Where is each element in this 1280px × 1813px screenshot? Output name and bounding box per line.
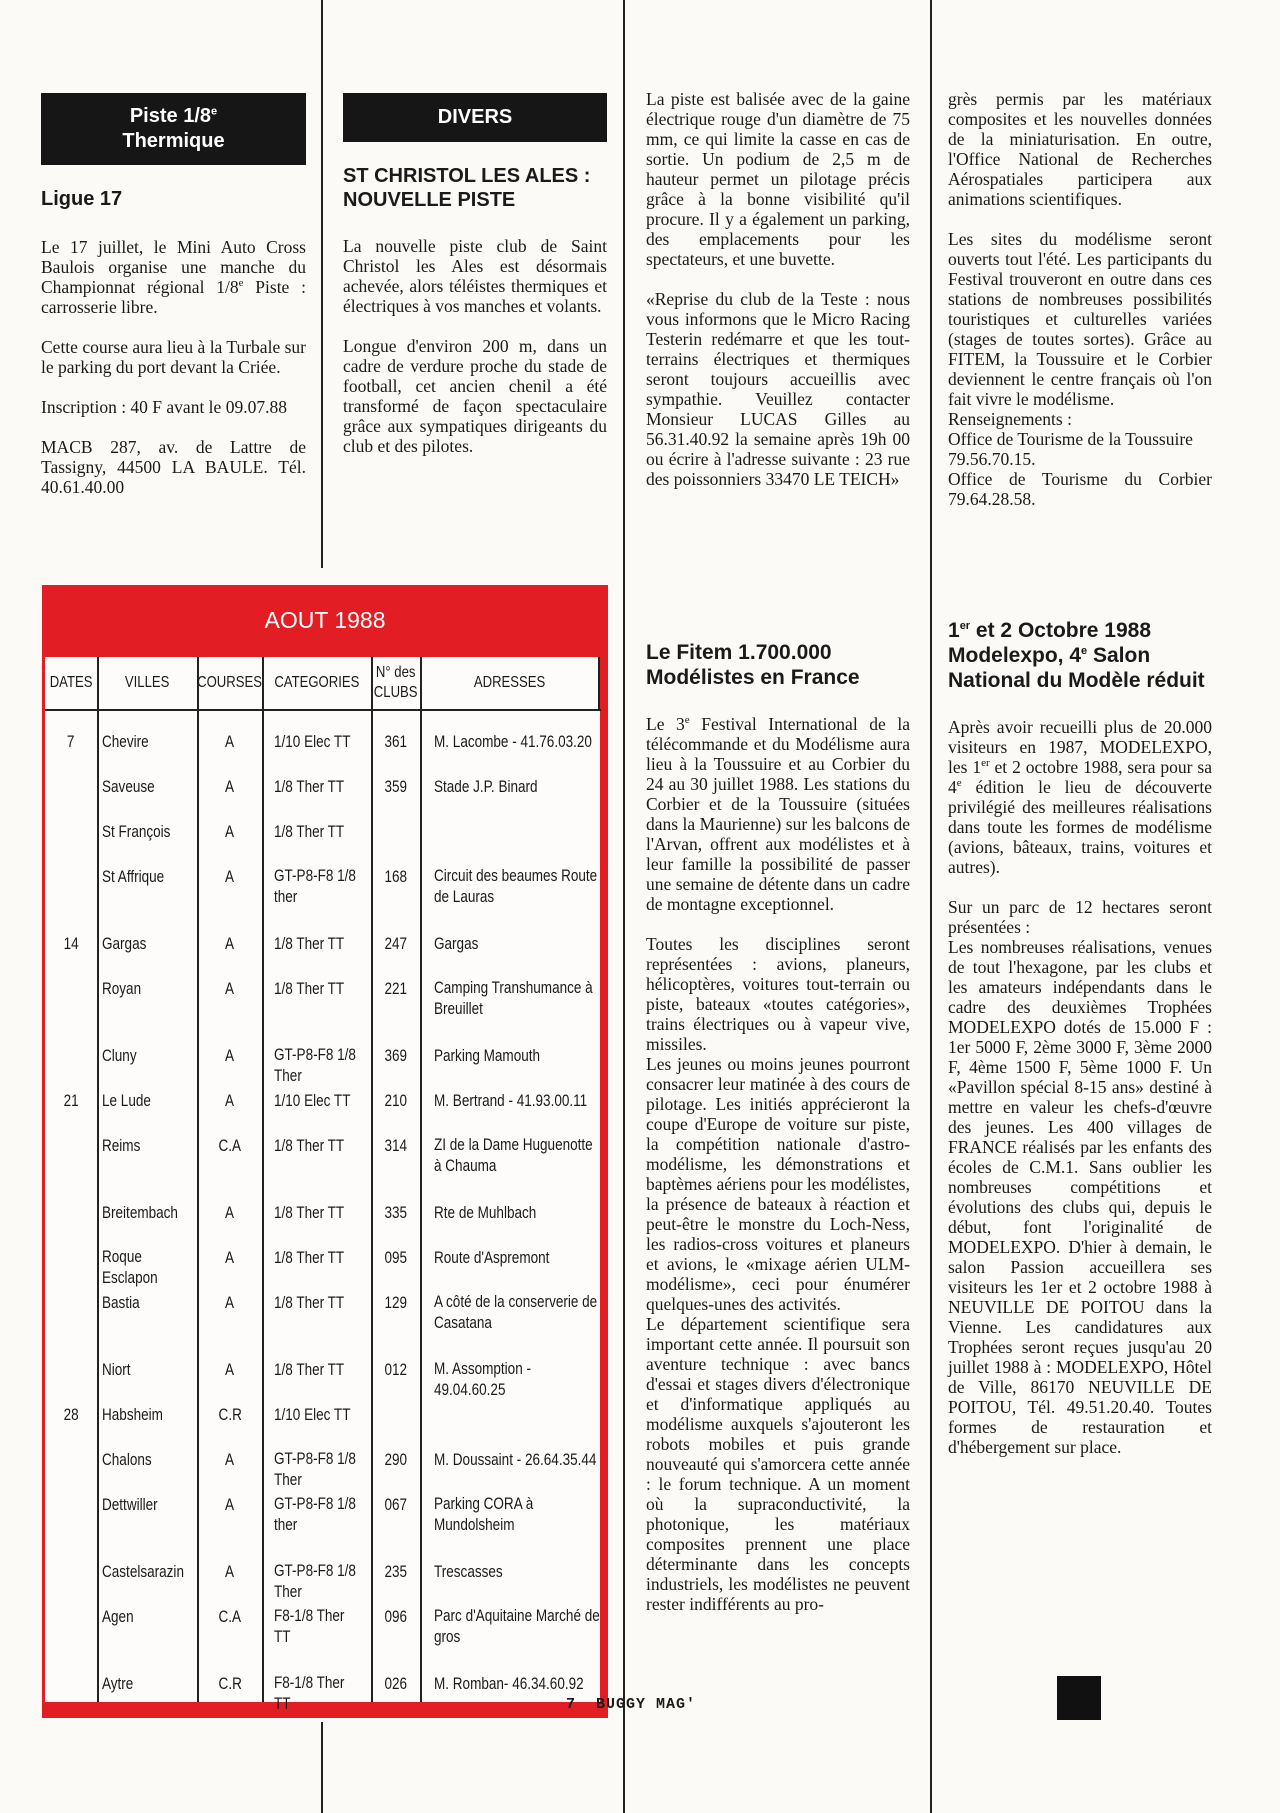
header-categories: CATEGORIES [274, 674, 360, 691]
cell-city: Aytre [102, 1675, 134, 1693]
paragraph: Le 17 juillet, le Mini Auto Cross Baulois organise une manche du Championnat régional 1/8e Piste : carrosserie libre. [41, 237, 306, 317]
cell-category: 1/8 Ther TT [274, 1249, 345, 1267]
cell-city: Cluny [102, 1047, 137, 1065]
cell-address [434, 1404, 604, 1425]
paragraph: Renseignements : [948, 409, 1072, 429]
cell-club [373, 1404, 418, 1425]
table-row [45, 731, 600, 776]
cell-category: F8-1/8 Ther TT [274, 1607, 345, 1646]
cell-course: A [225, 935, 235, 953]
cell-club: 335 [384, 1204, 407, 1222]
cell-date: 28 [63, 1406, 79, 1424]
cell-address: Trescasses [434, 1563, 503, 1581]
cell-club: 095 [384, 1249, 407, 1267]
section-header-piste: Piste 1/8e Thermique [41, 93, 306, 165]
table-row [45, 1359, 600, 1404]
cell-city: Reims [102, 1137, 141, 1155]
table-row [45, 1449, 600, 1494]
cell-club: 026 [384, 1675, 407, 1693]
table-row [45, 1045, 600, 1090]
cell-date [45, 1292, 97, 1313]
table-row [45, 821, 600, 866]
cell-course: C.R [218, 1675, 242, 1693]
cell-date: 14 [63, 935, 79, 953]
paragraph: La piste est balisée avec de la gaine électrique rouge d'un diamètre de 75 mm, ce qui limite la casse en cas de sortie. Un podium de 2,5 m de hauteur permet un pilotage précis grâce à la bonne visibilité qu'il procure. Il y a également un parking, des emplacements pour les spectateurs, et une buvette. [646, 89, 910, 269]
paragraph: Office de Tourisme de la Toussuire [948, 429, 1193, 449]
heading-ligue-17: Ligue 17 [41, 188, 123, 210]
paragraph: MACB 287, av. de Lattre de Tassigny, 44500 LA BAULE. Tél. 40.61.40.00 [41, 437, 306, 497]
cell-date [45, 776, 97, 797]
cell-address: M. Lacombe - 41.76.03.20 [434, 733, 592, 751]
paragraph: La nouvelle piste club de Saint Christol les Ales est désormais achevée, alors téléistes thermiques et électriques à vos manches et volants. [343, 236, 607, 316]
paragraph: Les jeunes ou moins jeunes pourront consacrer leur matinée à des cours de pilotage. Les initiés apprécieront la coupe d'Europe de voiture sur piste, la compétition nationale d'astro-modélisme, les démonstrations et baptèmes aériens pour les modélistes, la présence de bateaux à réaction et peut-être le monstre du Loch-Ness, les radios-cross voitures et planeurs et avions, le «mixage aérien ULM-modélisme», ceci pour énumérer quelques-unes des activités. [646, 1054, 910, 1314]
table-row [45, 933, 600, 978]
cell-date [45, 1359, 97, 1380]
cell-address: M. Assomption - 49.04.60.25 [434, 1360, 532, 1399]
page-footer: 7 BUGGY MAG' [566, 1696, 697, 1713]
cell-club: 369 [384, 1047, 407, 1065]
cell-category: 1/10 Elec TT [274, 1406, 351, 1424]
cell-club: 290 [384, 1451, 407, 1469]
cell-address: Parking Mamouth [434, 1047, 541, 1065]
cell-course: A [225, 823, 235, 841]
column-4-modelexpo [948, 618, 1212, 1457]
table-row [45, 1202, 600, 1247]
column-rule-2 [623, 0, 625, 1813]
column-3 [646, 89, 910, 489]
header-villes: VILLES [125, 674, 170, 691]
header-courses: COURSES [197, 674, 263, 691]
cell-address: Circuit des beaumes Route de Lauras [434, 867, 598, 906]
cell-date [45, 866, 97, 887]
cell-city: Chevire [102, 733, 149, 751]
cell-city: St Affrique [102, 868, 165, 886]
cell-category: 1/8 Ther TT [274, 935, 345, 953]
cell-date [45, 1449, 97, 1470]
cell-address: Route d'Aspremont [434, 1249, 550, 1267]
cell-address: Stade J.P. Binard [434, 778, 538, 796]
cell-club: 235 [384, 1563, 407, 1581]
column-4 [948, 89, 1212, 509]
table-row [45, 1090, 600, 1135]
cell-date [45, 1045, 97, 1066]
cell-category: 1/10 Elec TT [274, 733, 351, 751]
cell-club: 221 [384, 980, 407, 998]
cell-club: 129 [384, 1294, 407, 1312]
heading-modelexpo: 1er et 2 Octobre 1988 Modelexpo, 4e Salon National du Modèle réduit [948, 619, 1205, 692]
cell-category: 1/8 Ther TT [274, 1204, 345, 1222]
cell-city: Roque Esclapon [102, 1248, 158, 1287]
cell-club: 359 [384, 778, 407, 796]
paragraph: Après avoir recueilli plus de 20.000 visiteurs en 1987, MODELEXPO, les 1er et 2 octobre 1988, sera pour sa 4e édition le lieu de découverte privilégié des meilleures réalisations dans toute les formes de modélisme (avions, bâteaux, trains, voitures et autres). [948, 717, 1212, 877]
cell-city: Bastia [102, 1294, 140, 1312]
cell-city: Habsheim [102, 1406, 163, 1424]
cell-address: ZI de la Dame Huguenotte à Chauma [434, 1136, 593, 1175]
column-2 [343, 93, 607, 456]
cell-city: Chalons [102, 1451, 152, 1469]
cell-address: Camping Transhumance à Breuillet [434, 979, 593, 1018]
paragraph: Le 3e Festival International de la télécommande et du Modélisme aura lieu à la Toussuire et au Corbier du 24 au 30 juillet 1988. Les stations du Corbier et de la Toussuire (situées dans la Maurienne) sur les balcons de l'Arvan, offrent aux modélistes et à leur famille la possibilité de passer une semaine de détente dans un cadre de montagne exceptionnel. [646, 714, 910, 914]
cell-date [45, 1561, 97, 1582]
cell-club: 067 [384, 1496, 407, 1514]
cell-club: 168 [384, 868, 407, 886]
cell-city: Breitembach [102, 1204, 178, 1222]
cell-course: A [225, 868, 235, 886]
cell-address: M. Romban- 46.34.60.92 [434, 1675, 584, 1693]
cell-date [45, 821, 97, 842]
cell-club: 247 [384, 935, 407, 953]
cell-course: C.A [218, 1608, 242, 1626]
cell-course: A [225, 1092, 235, 1110]
end-mark [1057, 1676, 1101, 1720]
cell-city: Dettwiller [102, 1496, 158, 1514]
paragraph: Inscription : 40 F avant le 09.07.88 [41, 397, 287, 417]
header-adresses: ADRESSES [474, 674, 546, 691]
cell-course: A [225, 1204, 235, 1222]
cell-date [45, 978, 97, 999]
cell-category: 1/8 Ther TT [274, 1361, 345, 1379]
cell-date: 7 [67, 733, 75, 751]
agenda-table [42, 585, 608, 1718]
cell-category: GT-P8-F8 1/8 ther [274, 867, 356, 906]
cell-category: GT-P8-F8 1/8 Ther [274, 1450, 356, 1489]
cell-course: A [225, 1047, 235, 1065]
cell-address: Gargas [434, 935, 479, 953]
cell-address: A côté de la conserverie de Casatana [434, 1293, 598, 1332]
paragraph: Le département scientifique sera important cette année. Il poursuit son aventure technique : avec bancs d'essai et stages divers d'électronique et d'informatique appliqués au modélisme auxquels s'ajouteront les robots mobiles et puis grande nouveauté qui s'amorcera cette année : le forum technique. A un moment où la supraconductivité, la photonique, les matériaux composites prennent une place déterminante dans les concepts industriels, les modélistes ne peuvent rester indifférents au pro- [646, 1314, 910, 1614]
paragraph: 79.56.70.15. [948, 449, 1036, 469]
column-3-fitem [646, 640, 910, 1614]
cell-city: Agen [102, 1608, 134, 1626]
paragraph: Les nombreuses réalisations, venues de tout l'hexagone, par les clubs et les amateurs indépendants dans le cadre des deuxièmes Trophées MODELEXPO dotés de 15.000 F : 1er 5000 F, 2ème 3000 F, 3ème 2000 F, 4ème 1500 F, 5ème 1000 F. Un «Pavillon spécial 8-15 ans» destiné à mettre en valeur les chefs-d'œuvre des jeunes. Les 400 villages de FRANCE réalisés par les enfants des écoles de C.M.1. Sans oublier les nombreuses compétitions et évolutions des clubs qui, depuis le début, font l'originalité de MODELEXPO. D'hier à demain, le salon Passion accueillera ses visiteurs les 1er et 2 octobre 1988 à NEUVILLE DE POITOU dans la Vienne. Les candidatures aux Trophées seront reçues jusqu'au 20 juillet 1988 à : MODELEXPO, Hôtel de Ville, 86170 NEUVILLE DE POITOU, Tél. 49.51.20.40. Toutes formes de restauration et d'hébergement sur place. [948, 937, 1212, 1457]
cell-category: 1/8 Ther TT [274, 1294, 345, 1312]
cell-club: 361 [384, 733, 407, 751]
cell-course: A [225, 1249, 235, 1267]
column-1 [41, 93, 306, 497]
cell-address: Parc d'Aquitaine Marché de gros [434, 1607, 600, 1646]
cell-course: A [225, 1451, 235, 1469]
table-row [45, 1135, 600, 1180]
cell-category: 1/10 Elec TT [274, 1092, 351, 1110]
cell-city: St François [102, 823, 171, 841]
paragraph: «Reprise du club de la Teste : nous vous informons que le Micro Racing Testerin redémarre et que les tout-terrains électriques et thermiques seront toujours accueillis avec sympathie. Veuillez contacter Monsieur LUCAS Gilles au 56.31.40.92 la semaine après 19h 00 ou écrire à l'adresse suivante : 23 rue des poissonniers 33470 LE TEICH» [646, 289, 910, 489]
table-row [45, 1292, 600, 1337]
header-clubs: N° des CLUBS [374, 664, 418, 701]
cell-address [434, 821, 604, 842]
cell-date [45, 1247, 97, 1268]
cell-club: 012 [384, 1361, 407, 1379]
heading-fitem: Le Fitem 1.700.000 Modélistes en France [646, 641, 860, 689]
grid-line [45, 709, 601, 711]
cell-category: GT-P8-F8 1/8 Ther [274, 1046, 356, 1085]
cell-city: Castelsarazin [102, 1563, 184, 1581]
section-header-divers: DIVERS [343, 93, 607, 142]
cell-club: 096 [384, 1608, 407, 1626]
cell-date [45, 1494, 97, 1515]
cell-address: Parking CORA à Mundolsheim [434, 1495, 534, 1534]
cell-club [373, 821, 418, 842]
table-row [45, 1404, 600, 1449]
table-row [45, 866, 600, 911]
cell-category: 1/8 Ther TT [274, 980, 345, 998]
cell-category: 1/8 Ther TT [274, 778, 345, 796]
cell-date [45, 1673, 97, 1694]
cell-address: Rte de Muhlbach [434, 1204, 537, 1222]
table-row [45, 1494, 600, 1539]
table-row [45, 1606, 600, 1651]
table-row [45, 1673, 600, 1718]
cell-date [45, 1135, 97, 1156]
cell-club: 314 [384, 1137, 407, 1155]
paragraph: Les sites du modélisme seront ouverts tout l'été. Les participants du Festival trouveront en outre dans ces stations de nombreuses possibilités touristiques et culturelles variées (stages de toutes sortes). Grâce au FITEM, la Toussuire et le Corbier deviennent le centre français où l'on fait vivre le modélisme. [948, 229, 1212, 409]
column-rule-1-lower [321, 1722, 323, 1813]
cell-course: C.R [218, 1406, 242, 1424]
cell-course: A [225, 778, 235, 796]
table-row [45, 1561, 600, 1606]
cell-course: A [225, 1361, 235, 1379]
cell-category: 1/8 Ther TT [274, 1137, 345, 1155]
cell-category: GT-P8-F8 1/8 ther [274, 1495, 356, 1534]
column-rule-3 [930, 0, 932, 1813]
cell-course: A [225, 733, 235, 751]
cell-city: Niort [102, 1361, 131, 1379]
header-dates: DATES [49, 674, 93, 691]
table-row [45, 776, 600, 821]
cell-category: F8-1/8 Ther TT [274, 1674, 345, 1713]
heading-st-christol: ST CHRISTOL LES ALES : NOUVELLE PISTE [343, 165, 591, 211]
agenda-title: AOUT 1988 [264, 607, 386, 633]
paragraph: grès permis par les matériaux composites et les nouvelles données de la miniaturisation. En outre, l'Office National de Recherches Aérospatiales participera aux animations scientifiques. [948, 89, 1212, 209]
cell-course: A [225, 980, 235, 998]
agenda-grid [45, 657, 600, 1713]
cell-course: A [225, 1496, 235, 1514]
table-row [45, 978, 600, 1023]
cell-club: 210 [384, 1092, 407, 1110]
cell-category: GT-P8-F8 1/8 Ther [274, 1562, 356, 1601]
cell-date [45, 1202, 97, 1223]
cell-address: M. Bertrand - 41.93.00.11 [434, 1092, 588, 1110]
cell-city: Royan [102, 980, 142, 998]
cell-course: A [225, 1563, 235, 1581]
paragraph: Toutes les disciplines seront représentées : avions, planeurs, hélicoptères, voitures tout-terrain ou piste, bateaux «toutes catégories», trains électriques ou à vapeur vive, missiles. [646, 934, 910, 1054]
paragraph: Office de Tourisme du Corbier 79.64.28.58. [948, 469, 1212, 509]
table-row [45, 1247, 600, 1292]
cell-address: M. Doussaint - 26.64.35.44 [434, 1451, 597, 1469]
paragraph: Cette course aura lieu à la Turbale sur le parking du port devant la Criée. [41, 337, 306, 377]
cell-city: Saveuse [102, 778, 155, 796]
paragraph: Sur un parc de 12 hectares seront présentées : [948, 897, 1212, 937]
cell-category: 1/8 Ther TT [274, 823, 345, 841]
cell-date [45, 1606, 97, 1627]
cell-course: A [225, 1294, 235, 1312]
column-rule-1 [321, 0, 323, 568]
cell-date: 21 [63, 1092, 79, 1110]
cell-course: C.A [218, 1137, 242, 1155]
cell-city: Le Lude [102, 1092, 151, 1110]
cell-city: Gargas [102, 935, 147, 953]
paragraph: Longue d'environ 200 m, dans un cadre de verdure proche du stade de football, cet ancien chenil a été transformé de façon spectaculaire grâce aux sympatiques dirigeants du club et des pilotes. [343, 336, 607, 456]
